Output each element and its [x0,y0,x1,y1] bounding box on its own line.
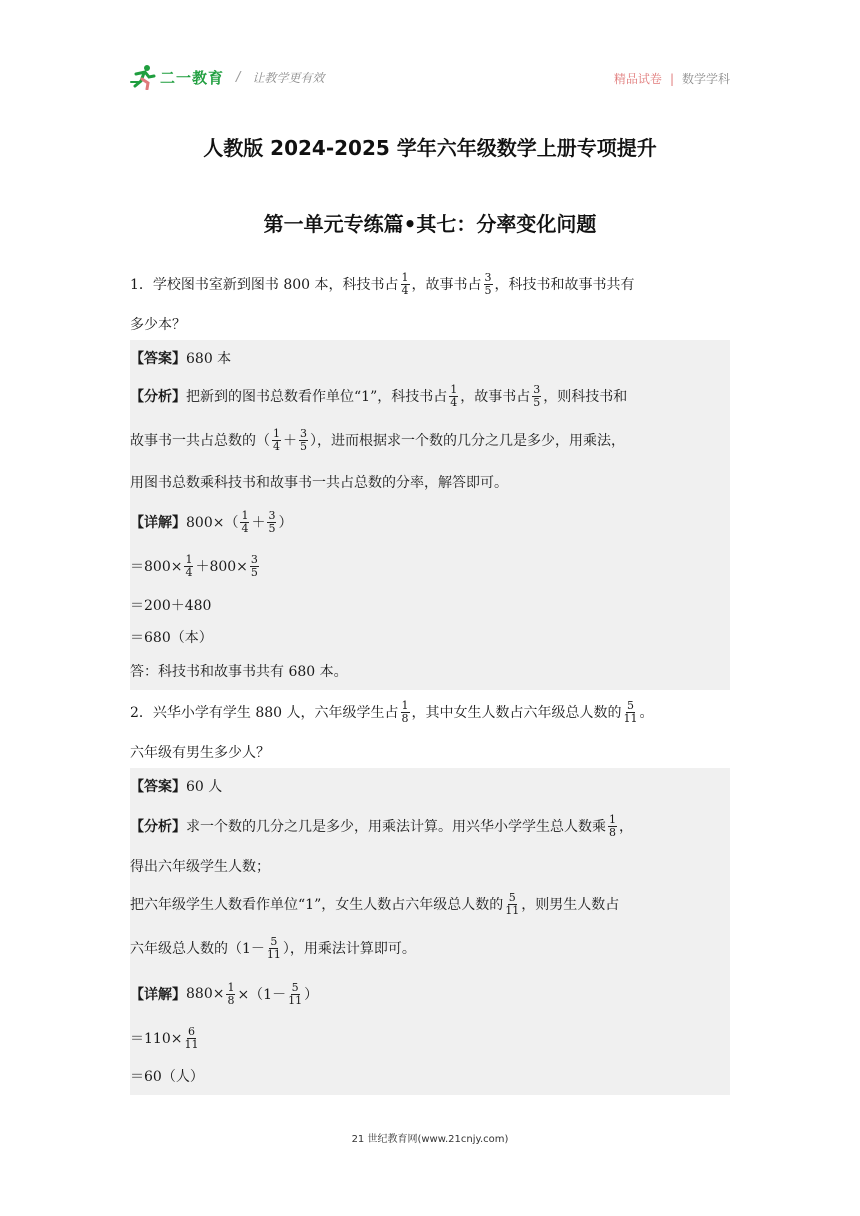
running-figure-icon [130,64,156,90]
q2-detail-line2 [130,1024,730,1052]
detail-text: ＝680（本） [130,630,213,646]
q1-stem-line1 [130,270,730,298]
page-footer: 21 世纪教育网(www.21cnjy.com) [351,1134,509,1145]
fraction: $\frac{1}{4}$ [273,426,280,453]
q1-analysis-line3 [130,468,730,496]
detail-text: 880× [186,986,225,1002]
analysis-text: ，则男生人数占 [521,897,620,913]
header-tags [614,70,730,87]
detail-text: ＋800× [195,559,248,575]
fraction: $\frac{5}{11}$ [623,698,638,725]
analysis-text: ），用乘法计算即可。 [282,941,416,957]
analysis-text: 求一个数的几分之几是多少，用乘法计算。用兴华小学学生总人数乘 [186,819,606,835]
q1-answer [130,344,730,372]
brand-logo [130,62,324,92]
q1-analysis-line2 [130,426,730,454]
fraction: $\frac{3}{5}$ [533,382,541,409]
q1-detail-line4 [130,623,730,651]
detail-text: ＝110× [130,1031,183,1047]
q2-analysis-line3 [130,890,730,918]
analysis-text: 故事书一共占总数的（ [130,433,270,449]
fraction: $\frac{5}{11}$ [505,890,520,917]
logo-separator: / [236,69,241,85]
analysis-text: ，故事书占 [460,389,531,405]
analysis-text: 六年级总人数的（1－ [130,941,265,957]
fraction: $\frac{3}{5}$ [300,426,307,453]
detail-label: 【详解】 [130,987,186,1003]
fraction: $\frac{1}{8}$ [227,980,235,1007]
q2-detail-line1 [130,980,730,1008]
q1-analysis-line1 [130,382,730,410]
page-subtitle: 第一单元专练篇•其七：分率变化问题 [263,212,597,236]
q2-stem-text: 2．兴华小学有学生 880 人，六年级学生占 [130,705,399,721]
q1-detail-line1 [130,508,730,536]
fraction: $\frac{1}{4}$ [401,270,409,297]
q1-stem-text: ，科技书和故事书共有 [494,277,635,293]
page-header [130,62,730,102]
q2-analysis-line4 [130,934,730,962]
q2-stem-text: 六年级有男生多少人？ [130,745,270,761]
q2-analysis-line2 [130,852,730,880]
plus-sign: ＋ [251,515,266,531]
conclusion-text: 答：科技书和故事书共有 680 本。 [130,664,348,680]
fraction: $\frac{3}{5}$ [250,552,258,579]
q1-stem-line2 [130,310,730,338]
answer-label: 【答案】 [130,779,186,795]
analysis-text: ），进而根据求一个数的几分之几是多少，用乘法， [310,433,625,449]
analysis-label: 【分析】 [130,819,186,835]
fraction: $\frac{1}{4}$ [185,552,193,579]
fraction: $\frac{3}{5}$ [484,270,492,297]
detail-text: ） [278,515,293,531]
q2-stem-text: ，其中女生人数占六年级总人数的 [411,705,622,721]
q1-detail-line2 [130,552,730,580]
fraction: $\frac{1}{4}$ [450,382,458,409]
q2-answer [130,772,730,800]
fraction: $\frac{6}{11}$ [184,1024,199,1051]
detail-text: ＝800× [130,559,183,575]
q2-analysis-line1 [130,812,730,840]
detail-text: ） [304,987,319,1003]
header-divider: | [669,71,674,86]
page-title: 人教版 2024-2025 学年六年级数学上册专项提升 [203,136,657,160]
slogan: 让教学更有效 [252,70,325,85]
detail-text: ＝200＋480 [130,598,212,614]
fraction: $\frac{5}{11}$ [266,934,281,961]
fraction: $\frac{3}{5}$ [268,508,276,535]
q1-detail-line3 [130,591,730,619]
fraction: $\frac{1}{8}$ [401,698,409,725]
q1-stem-text: 1．学校图书室新到图书 800 本，科技书占 [130,277,399,293]
analysis-text: 把新到的图书总数看作单位“1”，科技书占 [186,389,448,405]
analysis-text: 得出六年级学生人数； [130,859,270,875]
analysis-label: 【分析】 [130,389,186,405]
detail-text: ＝60（人） [130,1069,204,1085]
header-tag-subject: 数学学科 [681,72,730,86]
q2-stem-line2 [130,738,730,766]
analysis-text: 用图书总数乘科技书和故事书一共占总数的分率，解答即可。 [130,475,508,491]
detail-label: 【详解】 [130,515,186,531]
q1-stem-text: ，故事书占 [411,277,482,293]
detail-text: ×（1－ [237,987,287,1003]
plus-sign: ＋ [283,433,297,449]
analysis-text: ， [619,819,633,835]
analysis-text: 把六年级学生人数看作单位“1”，女生人数占六年级总人数的 [130,897,504,913]
fraction: $\frac{1}{4}$ [241,508,249,535]
header-tag-premium: 精品试卷 [613,72,662,86]
answer-label: 【答案】 [130,351,186,367]
q2-stem-text: 。 [639,705,654,721]
answer-value: 680 本 [186,351,232,367]
q1-stem-text: 多少本？ [130,317,186,333]
detail-text: 800×（ [186,515,239,531]
answer-value: 60 人 [186,779,223,795]
logo-text: 二一教育 [160,68,225,87]
q2-stem-line1 [130,698,730,726]
fraction: $\frac{1}{8}$ [609,812,616,839]
q1-conclusion [130,657,730,685]
q2-detail-line3 [130,1062,730,1090]
fraction: $\frac{5}{11}$ [288,980,303,1007]
analysis-text: ，则科技书和 [543,389,628,405]
